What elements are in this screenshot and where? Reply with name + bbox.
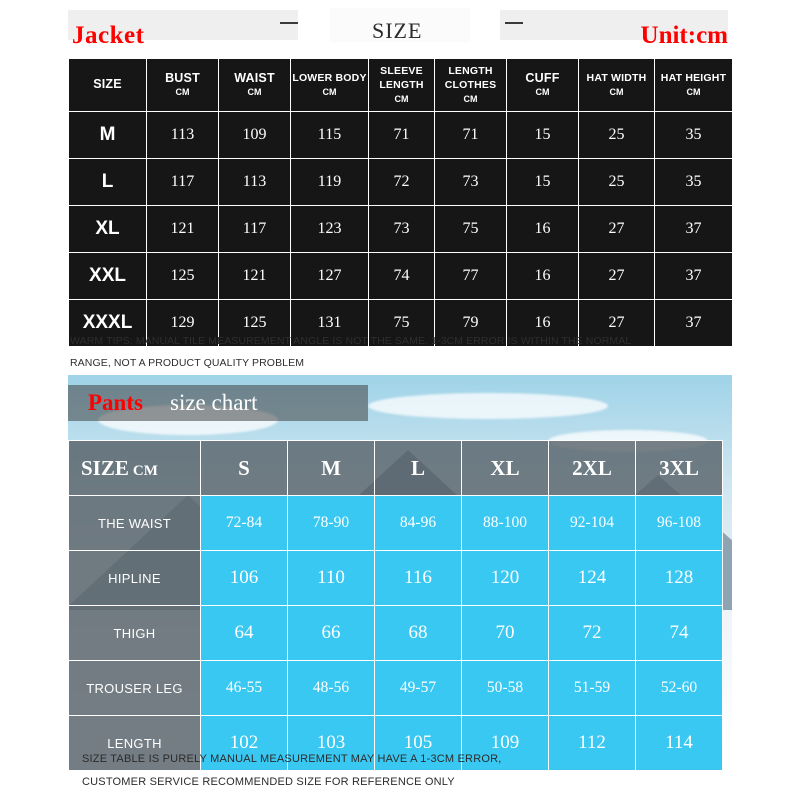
jacket-cell-lower-body: 115 xyxy=(291,112,369,159)
pants-cell-length-2xl: 112 xyxy=(549,716,636,771)
unit-label: Unit:cm xyxy=(640,22,728,49)
warm-tips xyxy=(70,330,750,374)
pants-row-label-length: LENGTH xyxy=(69,716,201,771)
pants-row-label-thigh: THIGH xyxy=(69,606,201,661)
pants-notes xyxy=(82,748,762,794)
pants-cell-trouser-leg-s: 46-55 xyxy=(201,661,288,716)
jacket-table-header-row xyxy=(69,59,733,112)
jacket-col-length-clothes xyxy=(435,59,507,112)
jacket-col-bust-unit: CM xyxy=(175,86,190,97)
jacket-cell-bust: 113 xyxy=(147,112,219,159)
jacket-col-size xyxy=(69,59,147,112)
pants-col-s: S xyxy=(201,441,288,496)
pants-cell-length-xl: 109 xyxy=(462,716,549,771)
jacket-col-length-clothes-label: LENGTH CLOTHES xyxy=(444,64,497,91)
cloud-shape xyxy=(368,393,608,419)
jacket-cell-length: 75 xyxy=(435,206,507,253)
jacket-cell-waist: 121 xyxy=(219,253,291,300)
pants-chart-label: size chart xyxy=(170,390,258,415)
pants-cell-trouser-leg-m: 48-56 xyxy=(288,661,375,716)
pants-cell-length-m: 103 xyxy=(288,716,375,771)
pants-cell-thigh-xl: 70 xyxy=(462,606,549,661)
jacket-col-size-label: SIZE xyxy=(93,76,122,91)
pants-row-label-waist: THE WAIST xyxy=(69,496,201,551)
pants-cell-hipline-m: 110 xyxy=(288,551,375,606)
jacket-cell-length: 73 xyxy=(435,159,507,206)
jacket-cell-hat-height: 37 xyxy=(655,206,733,253)
jacket-cell-cuff: 16 xyxy=(507,253,579,300)
jacket-cell-bust: 121 xyxy=(147,206,219,253)
dash-left-icon xyxy=(280,22,298,24)
jacket-cell-bust: 129 xyxy=(147,300,219,347)
jacket-col-waist-label: WAIST xyxy=(234,70,275,85)
jacket-col-sleeve-length xyxy=(369,59,435,112)
jacket-cell-sleeve: 73 xyxy=(369,206,435,253)
jacket-col-hat-width-label: HAT WIDTH xyxy=(586,71,647,84)
jacket-size-table xyxy=(68,58,733,347)
jacket-col-sleeve-length-unit: CM xyxy=(394,93,409,104)
pants-cell-thigh-2xl: 72 xyxy=(549,606,636,661)
jacket-col-hat-width-unit: CM xyxy=(609,86,624,97)
jacket-cell-hat-height: 35 xyxy=(655,159,733,206)
table-row xyxy=(69,606,723,661)
jacket-cell-waist: 109 xyxy=(219,112,291,159)
jacket-cell-bust: 117 xyxy=(147,159,219,206)
pants-cell-length-l: 105 xyxy=(375,716,462,771)
pants-table-header-row xyxy=(69,441,723,496)
jacket-col-bust xyxy=(147,59,219,112)
jacket-cell-sleeve: 72 xyxy=(369,159,435,206)
jacket-col-cuff-label: CUFF xyxy=(525,70,560,85)
pants-cell-thigh-3xl: 74 xyxy=(636,606,723,661)
pants-cell-thigh-m: 66 xyxy=(288,606,375,661)
jacket-cell-waist: 117 xyxy=(219,206,291,253)
jacket-cell-bust: 125 xyxy=(147,253,219,300)
jacket-cell-lower-body: 127 xyxy=(291,253,369,300)
table-row xyxy=(69,253,733,300)
jacket-col-lower-body-label: LOWER BODY xyxy=(292,71,367,84)
jacket-cell-hat-height: 37 xyxy=(655,253,733,300)
jacket-col-hat-height-unit: CM xyxy=(686,86,701,97)
jacket-cell-size: XL xyxy=(69,206,147,253)
jacket-cell-hat-width: 25 xyxy=(579,159,655,206)
jacket-col-bust-label: BUST xyxy=(165,70,200,85)
jacket-col-hat-width xyxy=(579,59,655,112)
pants-note-line-2: CUSTOMER SERVICE RECOMMENDED SIZE FOR REFERENCE ONLY xyxy=(82,776,455,788)
warm-tips-line-2: RANGE, NOT A PRODUCT QUALITY PROBLEM xyxy=(70,357,305,369)
jacket-cell-hat-height: 35 xyxy=(655,112,733,159)
pants-col-m: M xyxy=(288,441,375,496)
jacket-cell-size: L xyxy=(69,159,147,206)
pants-cell-hipline-2xl: 124 xyxy=(549,551,636,606)
jacket-col-length-clothes-unit: CM xyxy=(463,93,478,104)
table-row xyxy=(69,159,733,206)
jacket-cell-hat-height: 37 xyxy=(655,300,733,347)
pants-cell-waist-3xl: 96-108 xyxy=(636,496,723,551)
pants-corner-cell xyxy=(69,441,201,496)
table-row xyxy=(69,496,723,551)
jacket-cell-sleeve: 74 xyxy=(369,253,435,300)
jacket-col-waist xyxy=(219,59,291,112)
jacket-cell-size: XXL xyxy=(69,253,147,300)
pants-note-line-1: SIZE TABLE IS PURELY MANUAL MEASUREMENT MAY HAVE A 1-3CM ERROR, xyxy=(82,753,502,765)
pants-cell-trouser-leg-3xl: 52-60 xyxy=(636,661,723,716)
jacket-col-hat-height xyxy=(655,59,733,112)
pants-cell-waist-l: 84-96 xyxy=(375,496,462,551)
jacket-col-cuff-unit: CM xyxy=(535,86,550,97)
jacket-cell-hat-width: 25 xyxy=(579,112,655,159)
pants-cell-length-3xl: 114 xyxy=(636,716,723,771)
jacket-cell-length: 77 xyxy=(435,253,507,300)
jacket-cell-size: M xyxy=(69,112,147,159)
pants-corner-size-label: SIZE xyxy=(81,455,129,480)
jacket-cell-lower-body: 119 xyxy=(291,159,369,206)
table-row xyxy=(69,112,733,159)
jacket-cell-cuff: 16 xyxy=(507,206,579,253)
table-row xyxy=(69,551,723,606)
size-title: SIZE xyxy=(372,18,423,43)
jacket-cell-length: 79 xyxy=(435,300,507,347)
table-row xyxy=(69,661,723,716)
jacket-col-lower-body-unit: CM xyxy=(322,86,337,97)
jacket-cell-hat-width: 27 xyxy=(579,253,655,300)
jacket-cell-sleeve: 71 xyxy=(369,112,435,159)
pants-cell-thigh-s: 64 xyxy=(201,606,288,661)
pants-label: Pants xyxy=(88,390,143,415)
pants-cell-waist-s: 72-84 xyxy=(201,496,288,551)
pants-cell-trouser-leg-2xl: 51-59 xyxy=(549,661,636,716)
pants-cell-waist-m: 78-90 xyxy=(288,496,375,551)
pants-row-label-hipline: HIPLINE xyxy=(69,551,201,606)
jacket-cell-waist: 113 xyxy=(219,159,291,206)
jacket-cell-length: 71 xyxy=(435,112,507,159)
jacket-cell-lower-body: 123 xyxy=(291,206,369,253)
jacket-cell-cuff: 15 xyxy=(507,112,579,159)
jacket-cell-waist: 125 xyxy=(219,300,291,347)
jacket-col-lower-body xyxy=(291,59,369,112)
jacket-col-waist-unit: CM xyxy=(247,86,262,97)
pants-cell-waist-2xl: 92-104 xyxy=(549,496,636,551)
pants-cell-thigh-l: 68 xyxy=(375,606,462,661)
pants-cell-waist-xl: 88-100 xyxy=(462,496,549,551)
jacket-col-cuff xyxy=(507,59,579,112)
jacket-cell-size: XXXL xyxy=(69,300,147,347)
pants-corner-unit-label: CM xyxy=(132,462,158,479)
pants-row-label-trouser-leg: TROUSER LEG xyxy=(69,661,201,716)
pants-cell-length-s: 102 xyxy=(201,716,288,771)
pants-size-table xyxy=(68,440,723,771)
jacket-cell-lower-body: 131 xyxy=(291,300,369,347)
warm-tips-line-1: WARM TIPS: MANUAL TILE MEASUREMENT ANGLE IS NOT THE SAME, 1-3CM ERROR IS WITHIN THE NORMAL xyxy=(70,335,632,347)
pants-cell-hipline-3xl: 128 xyxy=(636,551,723,606)
jacket-cell-sleeve: 75 xyxy=(369,300,435,347)
jacket-cell-hat-width: 27 xyxy=(579,300,655,347)
dash-right-icon xyxy=(505,22,523,24)
jacket-cell-cuff: 15 xyxy=(507,159,579,206)
table-row xyxy=(69,206,733,253)
pants-cell-hipline-xl: 120 xyxy=(462,551,549,606)
pants-cell-hipline-s: 106 xyxy=(201,551,288,606)
pants-cell-trouser-leg-xl: 50-58 xyxy=(462,661,549,716)
jacket-label: Jacket xyxy=(72,22,145,49)
jacket-col-sleeve-length-label: SLEEVE LENGTH xyxy=(379,64,424,91)
pants-cell-hipline-l: 116 xyxy=(375,551,462,606)
pants-col-xl: XL xyxy=(462,441,549,496)
pants-cell-trouser-leg-l: 49-57 xyxy=(375,661,462,716)
pants-col-3xl: 3XL xyxy=(636,441,723,496)
jacket-cell-cuff: 16 xyxy=(507,300,579,347)
pants-col-l: L xyxy=(375,441,462,496)
jacket-col-hat-height-label: HAT HEIGHT xyxy=(660,71,727,84)
pants-col-2xl: 2XL xyxy=(549,441,636,496)
jacket-cell-hat-width: 27 xyxy=(579,206,655,253)
